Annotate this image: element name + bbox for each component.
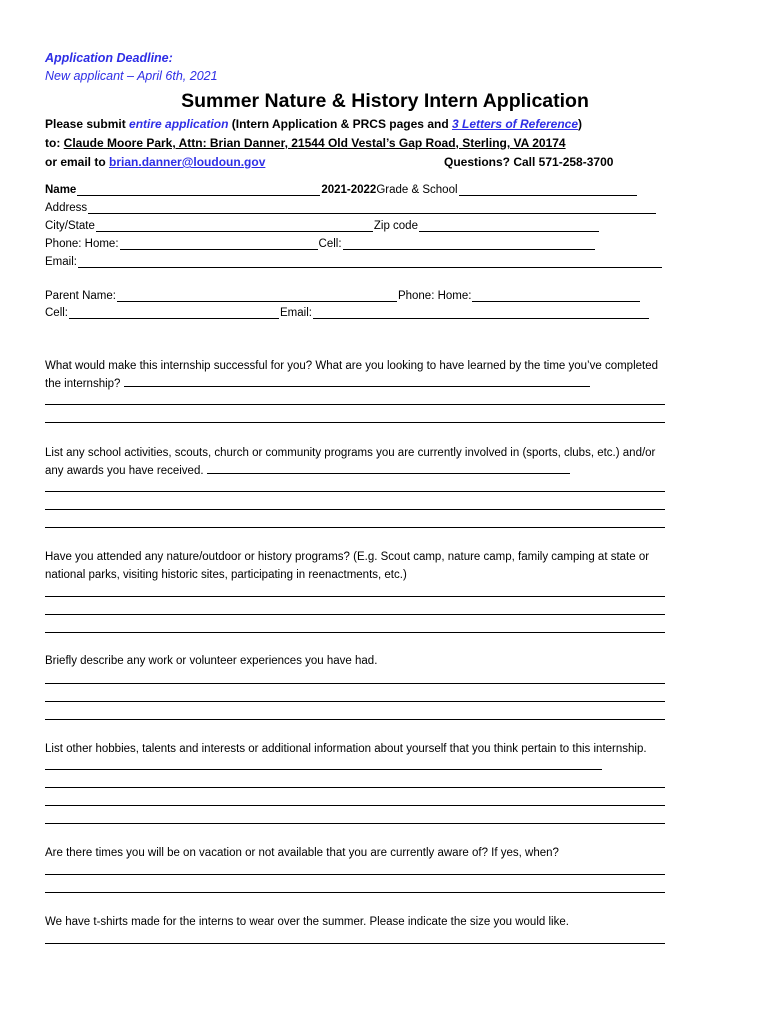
- mail-prefix: to:: [45, 136, 64, 150]
- answer-line[interactable]: [45, 892, 665, 893]
- deadline-heading: Application Deadline:: [45, 51, 173, 65]
- answer-line[interactable]: [45, 874, 665, 875]
- answer-line[interactable]: [45, 509, 665, 510]
- parent-email-field[interactable]: [313, 307, 649, 319]
- parent-contact-row: [45, 307, 650, 319]
- parent-phone-label: Phone: Home:: [397, 290, 472, 302]
- instr-prefix: Please submit: [45, 117, 130, 131]
- phone-row: [45, 238, 596, 250]
- city-state-field[interactable]: [96, 220, 373, 232]
- answer-line[interactable]: [45, 422, 665, 423]
- question-6: [45, 844, 670, 862]
- zip-label: Zip code: [373, 220, 418, 232]
- question-2: [45, 444, 670, 480]
- parent-phone-field[interactable]: [472, 290, 640, 302]
- question-1: [45, 357, 670, 393]
- email-row: [45, 256, 663, 268]
- deadline-date: New applicant – April 6th, 2021: [45, 69, 218, 83]
- question-5: [45, 740, 670, 776]
- answer-line[interactable]: [45, 787, 665, 788]
- answer-line[interactable]: [45, 527, 665, 528]
- question-text: What would make this internship successful for you? What are you looking to have learned by the time you’ve completed the internship?: [45, 360, 659, 390]
- question-4: [45, 652, 670, 670]
- question-text: List other hobbies, talents and interests or additional information about yourself that you think pertain to this internship.: [45, 743, 647, 755]
- email-field[interactable]: [78, 256, 662, 268]
- parent-name-label: Parent Name:: [45, 290, 116, 302]
- parent-cell-label: Cell:: [45, 307, 69, 319]
- answer-line[interactable]: [45, 759, 602, 770]
- instr-italic: entire application: [129, 117, 229, 131]
- submit-instructions: [45, 117, 582, 131]
- answer-line[interactable]: [45, 683, 665, 684]
- grade-school-label: Grade & School: [376, 184, 458, 196]
- answer-line[interactable]: [45, 943, 665, 944]
- answer-line[interactable]: [45, 491, 665, 492]
- email-prefix: or email to: [45, 155, 110, 169]
- phone-home-label: Phone: Home:: [45, 238, 119, 250]
- answer-line[interactable]: [45, 596, 665, 597]
- answer-line[interactable]: [45, 701, 665, 702]
- city-state-label: City/State: [45, 220, 95, 232]
- question-7: [45, 913, 670, 931]
- questions-phone: Questions? Call 571-258-3700: [444, 155, 614, 169]
- question-text: Have you attended any nature/outdoor or history programs? (E.g. Scout camp, nature camp, family camping at state or national parks, visiting historic sites, participating in reenactments, etc.): [45, 551, 650, 581]
- zip-field[interactable]: [419, 220, 599, 232]
- phone-home-field[interactable]: [120, 238, 318, 250]
- year-label: 2021-2022: [321, 184, 377, 196]
- name-field[interactable]: [77, 184, 320, 196]
- question-text: List any school activities, scouts, church or community programs you are currently involved in (sports, clubs, etc.) and/or any awards you have received.: [45, 447, 656, 477]
- answer-line[interactable]: [45, 805, 665, 806]
- mail-address: [45, 136, 566, 150]
- page-title: Summer Nature & History Intern Application: [181, 90, 589, 112]
- answer-line[interactable]: [124, 376, 590, 387]
- parent-name-field[interactable]: [117, 290, 397, 302]
- parent-row: [45, 290, 641, 302]
- question-text: We have t-shirts made for the interns to wear over the summer. Please indicate the size you would like.: [45, 916, 569, 928]
- name-row: [45, 184, 638, 196]
- city-row: [45, 220, 600, 232]
- email-label: Email:: [45, 256, 77, 268]
- instr-mid: (Intern Application & PRCS pages and: [228, 117, 452, 131]
- email-link[interactable]: brian.danner@loudoun.gov: [109, 155, 266, 169]
- grade-school-field[interactable]: [459, 184, 637, 196]
- answer-line[interactable]: [45, 823, 665, 824]
- question-3: [45, 548, 670, 584]
- answer-line[interactable]: [45, 632, 665, 633]
- question-text: Briefly describe any work or volunteer experiences you have had.: [45, 655, 378, 667]
- parent-cell-field[interactable]: [69, 307, 279, 319]
- instr-suffix: ): [578, 117, 583, 131]
- parent-email-label: Email:: [280, 307, 312, 319]
- question-text: Are there times you will be on vacation or not available that you are currently aware of? If yes, when?: [45, 847, 559, 859]
- cell-field[interactable]: [343, 238, 595, 250]
- answer-line[interactable]: [207, 463, 570, 474]
- answer-line[interactable]: [45, 614, 665, 615]
- references-link[interactable]: 3 Letters of Reference: [451, 117, 579, 131]
- email-instruction: [45, 155, 265, 169]
- address-field[interactable]: [88, 202, 656, 214]
- address-row: [45, 202, 657, 214]
- answer-line[interactable]: [45, 404, 665, 405]
- address-label: Address: [45, 202, 88, 214]
- cell-label: Cell:: [318, 238, 342, 250]
- mail-address-text: Claude Moore Park, Attn: Brian Danner, 21544 Old Vestal’s Gap Road, Sterling, VA 20174: [63, 136, 566, 150]
- answer-line[interactable]: [45, 719, 665, 720]
- name-label: Name: [45, 184, 77, 196]
